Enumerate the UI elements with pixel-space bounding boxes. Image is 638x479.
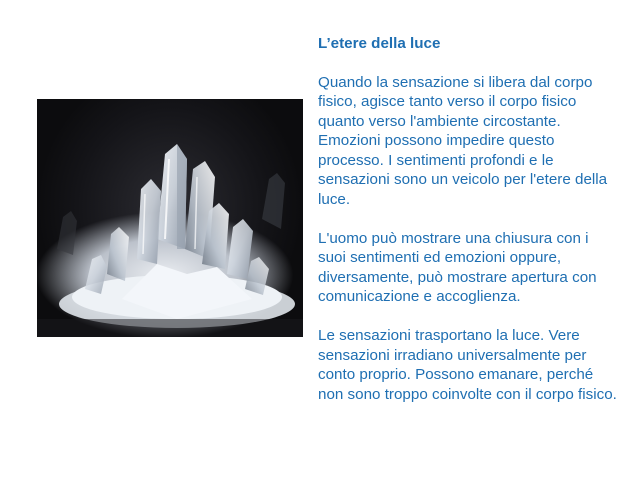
slide-title: L’etere della luce [318,35,441,52]
paragraph-3: Le sensazioni trasportano la luce. Vere sensazioni irradiano universalmente per conto proprio. Possono emanare, perché non sono troppo coinvolte con il corpo fisico. [318,327,617,403]
paragraph-1: Quando la sensazione si libera dal corpo fisico, agisce tanto verso il corpo fisico quanto verso l'ambiente circostante. Emozioni possono impedire questo processo. I sentimenti profondi e le sensazioni sono un veicolo per l'etere della luce. [318,73,608,208]
crystal-cluster-illustration [37,99,303,337]
paragraph-2: L'uomo può mostrare una chiusura con i suoi sentimenti ed emozioni oppure, diversamente, può mostrare apertura con comunicazione e accoglienza. [318,229,597,305]
quartz-crystal-photo [37,99,303,337]
text-block [318,34,618,424]
